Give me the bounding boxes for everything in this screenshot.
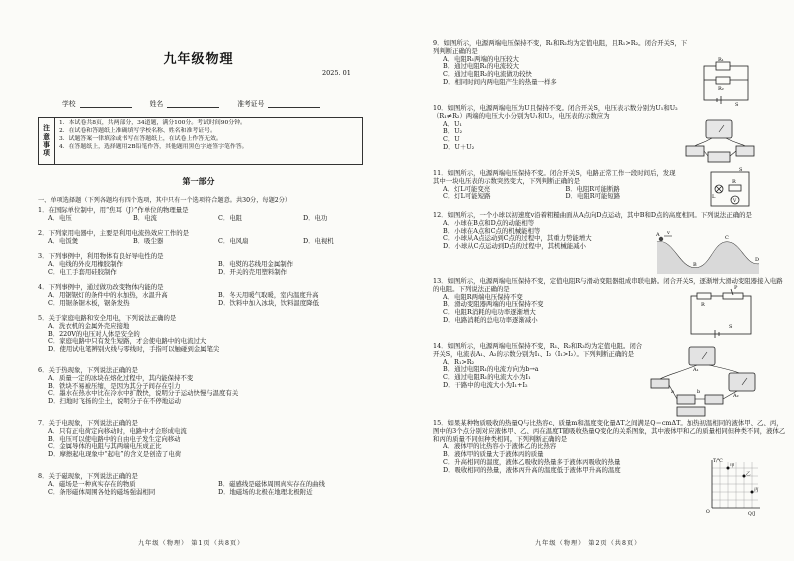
- option[interactable]: C．升高相同的温度，液体乙吸收的热量多于液体丙吸收的热量: [443, 458, 621, 467]
- option[interactable]: B．滑动变阻器两端的电压保持不变: [443, 300, 544, 309]
- option[interactable]: C．金属导体的电阻与其两端电压成正比: [48, 442, 162, 451]
- option[interactable]: A．洗衣机的金属外壳应接地: [48, 321, 130, 330]
- option[interactable]: B．磁感线是磁体周围真实存在的曲线: [218, 479, 325, 488]
- name-field[interactable]: [167, 100, 219, 108]
- exam-date: 2025. 01: [322, 69, 351, 77]
- question-8: [38, 473, 378, 496]
- question-stem: 7．关于电现象，下列说法正确的是: [38, 419, 138, 427]
- option[interactable]: B．U₂: [443, 127, 463, 136]
- circuit-diagram-q11: [707, 168, 752, 210]
- figure-label: S: [739, 167, 743, 173]
- resistor-icon: [686, 146, 704, 156]
- option[interactable]: B．通过电阻R₁的电流较大: [443, 62, 519, 71]
- ticket-label: 准考证号: [237, 100, 265, 108]
- question-7: [38, 420, 378, 459]
- option[interactable]: C．家庭电路中只有发生短路，才会使电路中的电流过大: [48, 337, 207, 346]
- option[interactable]: C．小球从A点运动到C点的过程中，其重力势能增大: [443, 234, 592, 243]
- option[interactable]: A．小球在B点和D点的动能相等: [443, 218, 535, 227]
- option[interactable]: D．电路消耗的总电功率逐渐减小: [443, 316, 538, 325]
- option[interactable]: B．电阻R可能断路: [565, 184, 620, 193]
- battery-icon: [677, 407, 705, 416]
- resistor-r2: [716, 77, 730, 84]
- option[interactable]: B．冬天用暖气取暖，室内温度升高: [218, 290, 319, 299]
- figure-label: R₂: [718, 86, 724, 92]
- option[interactable]: C．墨水在热水中比在冷水中扩散快，说明分子运动快慢与温度有关: [48, 389, 239, 398]
- question-stem: 8．关于磁现象，下列说法正确的是: [38, 472, 138, 480]
- point-label: 乙: [746, 472, 751, 477]
- option[interactable]: A．U₁: [443, 119, 462, 128]
- question-stem: 1．在国际单位制中，用“焦耳（J）”作单位的物理量是: [38, 206, 189, 214]
- circuit-diagram-q9: [699, 57, 754, 108]
- figure-label: L: [712, 194, 716, 200]
- notice-label: [39, 118, 55, 164]
- option[interactable]: C．电工手套用硅胶制作: [48, 267, 117, 276]
- figure-label: R: [732, 179, 736, 185]
- option[interactable]: D．扫地时飞扬的尘土，说明分子在不停地运动: [48, 397, 181, 406]
- question-3: [38, 253, 378, 276]
- question-6: [38, 367, 378, 406]
- figure-label: A₂: [733, 393, 739, 399]
- question-5: [38, 315, 378, 354]
- option[interactable]: D．开关的壳用塑料制作: [218, 267, 288, 276]
- option[interactable]: D．U＋U₂: [443, 143, 475, 152]
- figure-label: P: [734, 285, 738, 291]
- question-stem: 3．下列事例中，利用物体有良好导电性的是: [38, 252, 164, 260]
- circuit-diagram-q13: [687, 285, 755, 338]
- figure-label: C: [725, 235, 729, 241]
- notice-item: 4．在答题纸上，选择题用2B铅笔作答，其他题用黑色字迹签字笔作答。: [59, 143, 248, 150]
- page-footer: 九年级（物理） 第1页（共8页）: [138, 540, 245, 547]
- option[interactable]: D．电视机: [303, 236, 334, 245]
- page-footer: 九年级（物理） 第2页（共8页）: [535, 540, 642, 547]
- question-stem: 13．如图所示，电源两端电压保持不变，定值电阻R与滑动变阻器组成串联电路。闭合开关S，逐渐增大滑动变阻器接入电路的电阻。下列说法正确的是: [433, 277, 783, 293]
- section-title: 一、单项选择题（下列各题均有四个选项，其中只有一个选项符合题意。共30分，每题2分）: [38, 197, 292, 204]
- option[interactable]: C．电阻R消耗的电功率逐渐增大: [443, 308, 536, 317]
- option[interactable]: C．灯L可能短路: [443, 192, 491, 201]
- option[interactable]: D．吸收相同的热量，液体丙升高的温度低于液体甲升高的温度: [443, 465, 621, 474]
- figure-label: R₁: [718, 57, 724, 63]
- page-two: [397, 0, 794, 561]
- student-info-row: [62, 100, 362, 108]
- figure-label: A₁: [693, 367, 699, 373]
- question-stem: 9．如图所示，电源两端电压保持不变，R₁和R₂均为定值电阻，且R₁>R₂。闭合开关S，下列判断正确的是: [433, 39, 688, 55]
- school-field[interactable]: [80, 100, 132, 108]
- temperature-heat-graph-q15: [702, 458, 762, 516]
- apparatus-diagram-q10: [682, 118, 762, 166]
- resistor-icon: [705, 395, 723, 404]
- option[interactable]: B．电流: [133, 213, 157, 222]
- option[interactable]: A．用锯锯灯的条件中的水加热，水温升高: [48, 290, 168, 299]
- school-label: 学校: [62, 100, 76, 108]
- figure-label: b: [697, 389, 701, 395]
- option[interactable]: D．电功: [303, 213, 328, 222]
- option[interactable]: D．使用试电笔辨别火线与零线时，手指可以触碰到金属笔尖: [48, 345, 220, 354]
- notice-box: [38, 117, 363, 165]
- figure-label: S: [735, 102, 739, 108]
- resistor-icon: [697, 293, 711, 299]
- option[interactable]: A．R₁>R₂: [443, 357, 475, 366]
- point-label: 丙: [754, 488, 759, 493]
- question-4: [38, 284, 378, 307]
- question-14: [433, 343, 643, 390]
- option[interactable]: D．相同时间内两电阻产生的热量一样多: [443, 78, 557, 87]
- option[interactable]: B．通过电阻R₁的电流方向为b→a: [443, 365, 539, 374]
- resistor-r1: [716, 62, 730, 70]
- notice-item: 2．在试卷和答题纸上准确填写学校名称、姓名和准考证号。: [59, 127, 216, 134]
- battery-icon: [708, 152, 730, 162]
- option[interactable]: C．通过电阻R₂的电流做功较快: [443, 70, 532, 79]
- figure-label: V: [733, 199, 737, 204]
- question-11: [433, 170, 678, 201]
- figure-label: a: [671, 389, 674, 395]
- point-label: 甲: [730, 464, 735, 469]
- notice-label-char: 意: [43, 132, 50, 141]
- question-stem: 15．如果某种物质吸收的热量Q与比热容c、质量m和温度变化量ΔT之间满足Q＝cmΔT。加热初温相同的液体甲、乙、丙，图中的3个点分别对应液体甲、乙、丙在温度T随吸收热量Q变化的关系图象，其中液体甲和乙的质量相同但种类不同，液体乙和丙的质量不同但种类相同。下列判断正确的是: [433, 419, 786, 443]
- voltmeter-icon: [706, 120, 732, 138]
- option[interactable]: C．U: [443, 135, 460, 144]
- question-2: [38, 230, 378, 246]
- figure-label: A: [656, 232, 660, 238]
- option[interactable]: A．质量一定的冰块在熔化过程中，其内能保持不变: [48, 373, 194, 382]
- notice-items: [55, 118, 252, 164]
- ammeter-icon: [729, 373, 755, 391]
- axis-label: T/℃: [713, 459, 723, 464]
- option[interactable]: D．小球从C点运动到D点的过程中，其机械能减小: [443, 242, 586, 251]
- notice-item: 3．试题答案一律填涂或书写在答题纸上，在试卷上作答无效。: [59, 135, 222, 142]
- option[interactable]: A．电压: [48, 213, 72, 222]
- option[interactable]: A．液体甲的比热容小于液体乙的比热容: [443, 442, 557, 451]
- option[interactable]: D．干路中的电流大小为I₁+I₂: [443, 381, 528, 390]
- resistor-icon: [729, 185, 741, 191]
- question-stem: 2．下列家用电器中，主要是利用电流热效应工作的是: [38, 229, 190, 237]
- option[interactable]: D．电阻R可能短路: [565, 192, 621, 201]
- figure-label: D: [755, 257, 760, 263]
- notice-label-char: 项: [43, 149, 50, 158]
- resistor-icon: [651, 379, 669, 388]
- part-title: 第一部分: [182, 176, 215, 186]
- resistor-icon: [736, 146, 754, 156]
- question-stem: 6．关于热现象，下列说法正确的是: [38, 366, 138, 374]
- figure-label: v: [667, 230, 670, 236]
- question-stem: 11．如图所示，电源两端电压保持不变。闭合开关S，电路正常工作一段时间后，发现其中一块电压表的示数突然变大，下列判断正确的是: [433, 169, 676, 185]
- question-stem: 14．如图所示，电源两端电压保持不变，R₁、R₂和R₃均为定值电阻。闭合开关S，电流表A₁、A₂的示数分别为I₁、I₂（I₁>I₂）。下列判断正确的是: [433, 342, 643, 358]
- notice-item: 1．本试卷共8页，共两部分，34道题，满分100分。考试时间90分钟。: [59, 120, 246, 126]
- option[interactable]: C．通过电阻R₁的电流大小为I₁: [443, 373, 531, 382]
- option[interactable]: A．只有正电荷定向移动时，电路中才会形成电流: [48, 426, 187, 435]
- curved-track-diagram-q12: [655, 228, 763, 274]
- ticket-field[interactable]: [268, 100, 320, 108]
- option[interactable]: C．用锯条锯木板，锯条发热: [48, 298, 130, 307]
- figure-label: S: [729, 324, 733, 330]
- option[interactable]: A．电阻R₁两端的电压较大: [443, 54, 519, 63]
- option[interactable]: D．饮料中加入冰块，饮料温度降低: [218, 298, 319, 307]
- origin-label: O: [706, 510, 710, 515]
- option[interactable]: A．电饭煲: [48, 236, 79, 245]
- notice-label-char: 注: [43, 124, 50, 133]
- option[interactable]: C．条形磁体周围各处的磁场强弱相同: [48, 487, 156, 496]
- option[interactable]: B．小球在A点和C点的机械能相等: [443, 226, 541, 235]
- option[interactable]: C．电阻: [218, 213, 243, 222]
- question-1: [38, 207, 378, 223]
- option[interactable]: D．地磁场的北极在地理北极附近: [218, 487, 313, 496]
- question-9: [433, 40, 688, 87]
- exam-title: 九年级物理: [163, 52, 234, 67]
- option[interactable]: A．电阻R两端电压保持不变: [443, 292, 523, 301]
- notice-label-char: 事: [43, 141, 50, 149]
- option[interactable]: A．电线的外皮用橡胶制作: [48, 259, 123, 268]
- option[interactable]: C．电风扇: [218, 236, 249, 245]
- option[interactable]: D．摩擦起电现象中“起电”的含义是创造了电荷: [48, 450, 182, 459]
- option[interactable]: B．220V的电压对人体是安全的: [48, 329, 140, 338]
- name-label: 姓名: [149, 100, 164, 108]
- resistor-icon: [677, 395, 695, 404]
- question-stem: 12．如图所示，一个小球以初速度v沿着粗糙曲面从A点向D点运动，其中B和D点的高度相同。下列说法正确的是: [433, 211, 752, 219]
- ammeter-icon: [689, 347, 715, 365]
- option[interactable]: B．液体甲的质量大于液体丙的质量: [443, 450, 544, 459]
- question-10: [433, 105, 688, 152]
- question-stem: 4．下列事例中，通过做功改变物体内能的是: [38, 283, 164, 291]
- option[interactable]: B．电熨的芯线用金属制作: [218, 259, 293, 268]
- apparatus-diagram-q14: [647, 345, 762, 417]
- question-stem: 10．如图所示，电源两端电压为U且保持不变。闭合开关S，电压表示数分别为U₁和U₂（R₁≠R₂）两端的电压大小分别为U₁和U₂，电压表的示数应为: [433, 104, 678, 120]
- option[interactable]: B．铁块不易被压缩，是因为其分子间存在引力: [48, 381, 181, 390]
- option[interactable]: A．灯L可能变亮: [443, 184, 491, 193]
- option[interactable]: A．磁场是一种真实存在的物质: [48, 479, 136, 488]
- question-stem: 5．关于家庭电路和安全用电，下列说法正确的是: [38, 314, 177, 322]
- figure-label: R: [701, 302, 705, 308]
- axis-label: Q/J: [748, 512, 756, 517]
- figure-label: B: [693, 262, 697, 268]
- option[interactable]: B．电压可以使电路中的自由电子发生定向移动: [48, 434, 181, 443]
- option[interactable]: B．吸尘器: [133, 236, 164, 245]
